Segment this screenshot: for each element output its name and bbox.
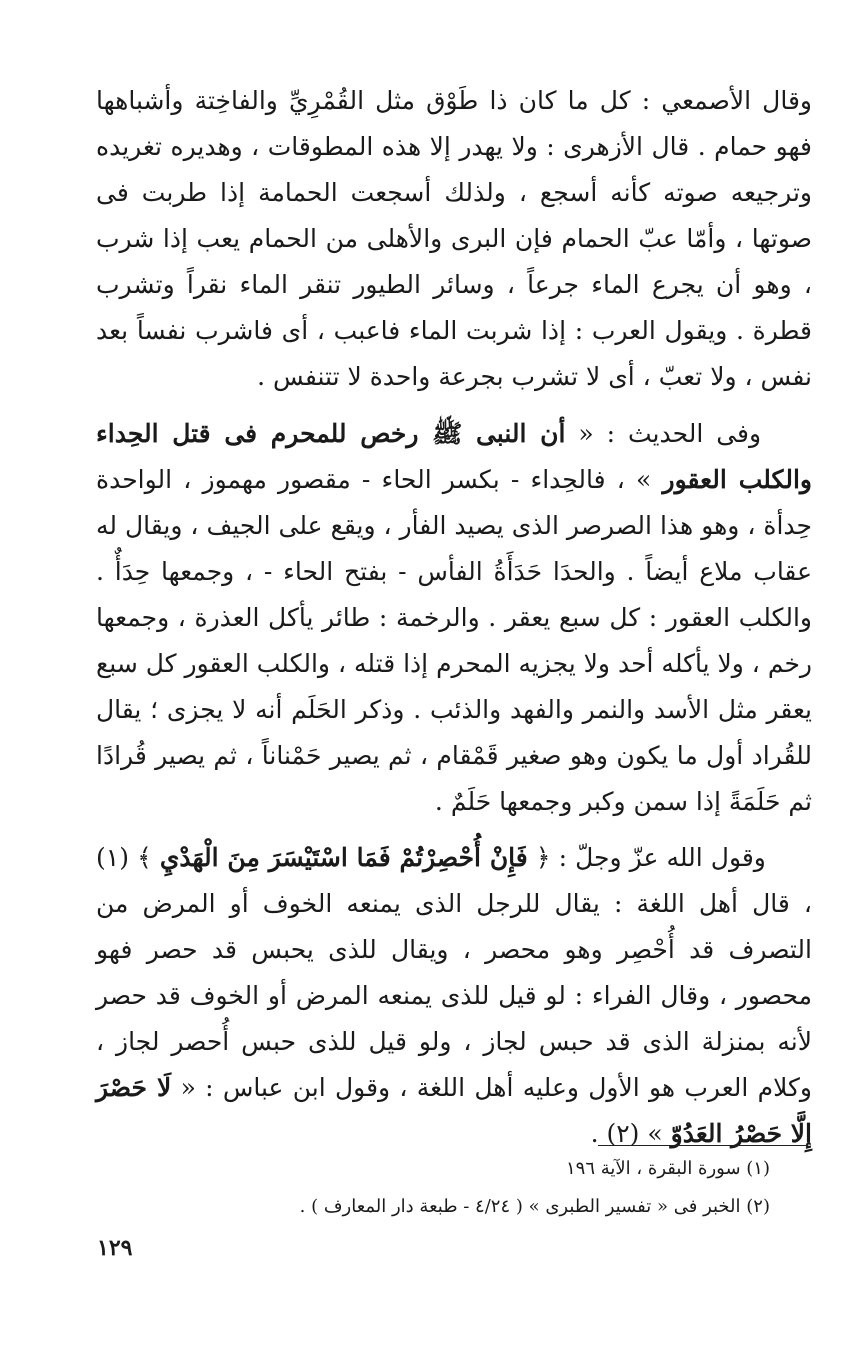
paragraph-end: . (590, 1119, 599, 1148)
footnote-1: (١) سورة البقرة ، الآية ١٩٦ (566, 1158, 770, 1179)
hadith-lead: وفى الحديث : « (578, 419, 762, 448)
ibn-abbas-quote: لَا حَصْرَ إِلَّا حَصْرُ العَدُوّ (96, 1073, 812, 1148)
footnote-divider (598, 1145, 808, 1146)
hadith-text: أن النبى ﷺ رخص للمحرم فى قتل الحِداء والكلب العقور (96, 419, 812, 494)
quran-verse: فَإِنْ أُحْصِرْتُمْ فَمَا اسْتَيْسَرَ مِنَ الْهَدْيِ (159, 843, 528, 872)
paragraph-text: وقال الأصمعي : كل ما كان ذا طَوْق مثل القُمْرِيِّ والفاخِتة وأشباهها فهو حمام . قال الأزهرى : ولا يهدر إلا هذه المطوقات ، وهديره تغريده وترجيعه صوته كأنه أسجع ، ولذلك أسجعت الحمامة إذا طربت فى صوتها ، وأمّا عبّ الحمام فإن البرى والأهلى من الحمام يعب إذا شرب ، وهو أن يجرع الماء جرعاً ، وسائر الطيور تنقر الماء نقراً وتشرب قطرة . ويقول العرب : إذا شربت الماء فاعبب ، أى فاشرب نفساً بعد نفس ، ولا تعبّ ، أى لا تشرب بجرعة واحدة لا تتنفس . (96, 86, 812, 391)
footnote-marker-2: (٢) (606, 1119, 640, 1148)
page-number: ١٢٩ (97, 1235, 133, 1261)
footnote-marker-1: (١) (96, 843, 129, 872)
quran-verse-close: ﴾ (137, 843, 152, 872)
hadith-commentary: » ، فالحِداء - بكسر الحاء - مقصور مهموز ، الواحدة حِدأة ، وهو هذا الصرصر الذى يصيد الفأر ، ويقع على الجيف ، ويقال له عقاب ملاع أيضاً . والحدَا حَدَأَةُ الفأس - بفتح الحاء - ، وجمعها حِدَأٌ . والكلب العقور : كل سبع يعقر . والرخمة : طائر يأكل العذرة ، وجمعها رخم ، ولا يأكله أحد ولا يجزيه المحرم إذا قتله ، والكلب العقور كل سبع يعقر مثل الأسد والنمر والفهد والذئب . وذكر الحَلَم أنه لا يجزى ؛ يقال للقُراد أول ما يكون وهو صغير قَمْقام ، ثم يصير حَمْناناً ، ثم يصير قُرادًا ثم حَلَمَةً إذا سمن وكبر وجمعها حَلَمٌ . (96, 465, 812, 816)
paragraph-hadith (96, 411, 812, 825)
paragraph-quran (96, 835, 812, 1157)
ibn-abbas-quote-close: » (647, 1119, 663, 1148)
quran-commentary: ، قال أهل اللغة : يقال للرجل الذى يمنعه الخوف أو المرض من التصرف قد أُحْصِر وهو محصر ، ويقال للذى يحبس قد حصر فهو محصور ، وقال الفراء : لو قيل للذى يمنعه المرض أو الخوف قد حصر لأنه بمنزلة الذى قد حبس لجاز ، ولو قيل للذى حبس أُحصر لجاز ، وكلام العرب هو الأول وعليه أهل اللغة ، وقول ابن عباس : « (96, 889, 813, 1102)
footnote-2: (٢) الخبر فى « تفسير الطبرى » ( ٤/٢٤ - طبعة دار المعارف ) . (299, 1196, 770, 1217)
quran-lead: وقول الله عزّ وجلّ : ﴿ (535, 843, 766, 872)
paragraph-asmai (96, 78, 812, 400)
